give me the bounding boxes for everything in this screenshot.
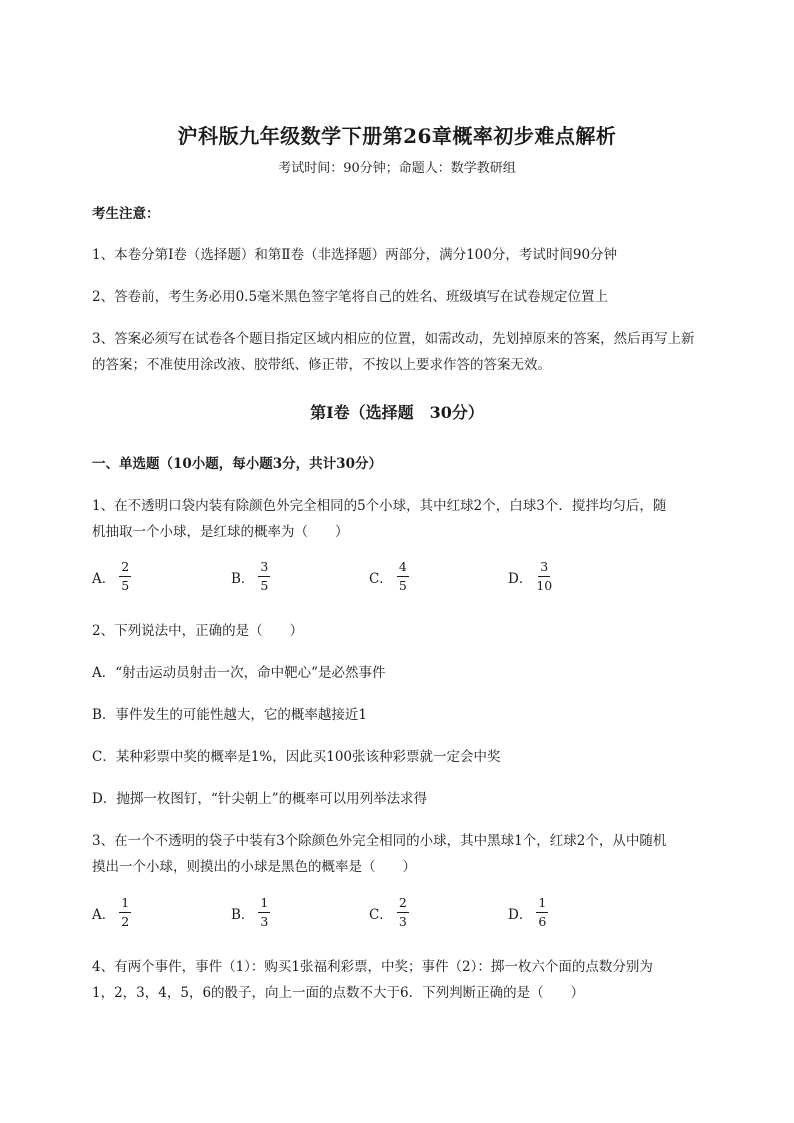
exam-info: 考试时间：90分钟；命题人：数学教研组	[278, 161, 516, 176]
q1-option-a[interactable]	[92, 561, 131, 592]
option-label: B．	[231, 906, 255, 923]
option-label: B．	[231, 570, 255, 587]
q2-option-a[interactable]: A．“射击运动员射击一次，命中靶心”是必然事件	[92, 665, 386, 681]
q1-option-c[interactable]	[369, 561, 409, 592]
q2-option-c[interactable]: C．某种彩票中奖的概率是1%，因此买100张该种彩票就一定会中奖	[92, 749, 501, 765]
q3-stem-line-2: 摸出一个小球，则摸出的小球是黑色的概率是（ ）	[92, 859, 416, 875]
page-title: 沪科版九年级数学下册第26章概率初步难点解析	[177, 124, 617, 148]
fraction: $\frac{3}{10}$	[536, 559, 553, 593]
fraction: $\frac{1}{3}$	[260, 895, 269, 929]
option-label: C．	[369, 570, 393, 587]
part-heading: 一、单选题（10小题，每小题3分，共计30分）	[92, 456, 382, 472]
q3-option-d[interactable]	[508, 897, 548, 928]
fraction: $\frac{4}{5}$	[398, 559, 407, 593]
q3-option-c[interactable]	[369, 897, 409, 928]
option-label: D．	[508, 906, 533, 923]
option-label: D．	[508, 570, 533, 587]
notice-item-3: 3、答案必须写在试卷各个题目指定区域内相应的位置，如需改动，先划掉原来的答案，然后再写上新	[92, 331, 695, 347]
fraction: $\frac{3}{5}$	[260, 559, 269, 593]
q4-stem-line-1: 4、有两个事件，事件（1）：购买1张福利彩票，中奖；事件（2）：掷一枚六个面的点数分别为	[92, 959, 653, 975]
section-title: 第I卷（选择题 30分）	[310, 403, 484, 422]
q1-stem-line-1: 1、在不透明口袋内装有除颜色外完全相同的5个小球，其中红球2个，白球3个．搅拌均匀后，随	[92, 498, 667, 514]
q2-option-b[interactable]: B．事件发生的可能性越大，它的概率越接近1	[92, 707, 368, 723]
q1-option-d[interactable]	[508, 561, 552, 592]
q2-option-d[interactable]: D．抛掷一枚图钉，“针尖朝上”的概率可以用列举法求得	[92, 791, 428, 807]
option-label: A．	[92, 570, 116, 587]
notice-heading: 考生注意：	[92, 206, 160, 222]
option-label: C．	[369, 906, 393, 923]
q3-stem-line-1: 3、在一个不透明的袋子中装有3个除颜色外完全相同的小球，其中黑球1个，红球2个，从中随机	[92, 833, 667, 849]
notice-item-2: 2、答卷前，考生务必用0.5毫米黑色签字笔将自己的姓名、班级填写在试卷规定位置上	[92, 289, 609, 305]
q4-stem-line-2: 1，2，3，4，5，6的骰子，向上一面的点数不大于6．下列判断正确的是（ ）	[92, 985, 585, 1001]
q1-option-b[interactable]	[231, 561, 270, 592]
fraction: $\frac{1}{6}$	[538, 895, 547, 929]
q3-option-a[interactable]	[92, 897, 131, 928]
fraction: $\frac{1}{2}$	[121, 895, 130, 929]
q2-stem: 2、下列说法中，正确的是（ ）	[92, 623, 304, 639]
option-label: A．	[92, 906, 116, 923]
notice-item-3-cont: 的答案；不准使用涂改液、胶带纸、修正带，不按以上要求作答的答案无效。	[92, 357, 551, 373]
fraction: $\frac{2}{5}$	[121, 559, 130, 593]
q3-option-b[interactable]	[231, 897, 270, 928]
fraction: $\frac{2}{3}$	[398, 895, 407, 929]
q1-stem-line-2: 机抽取一个小球，是红球的概率为（ ）	[92, 524, 349, 540]
notice-item-1: 1、本卷分第I卷（选择题）和第Ⅱ卷（非选择题）两部分，满分100分，考试时间90分钟	[92, 247, 618, 263]
